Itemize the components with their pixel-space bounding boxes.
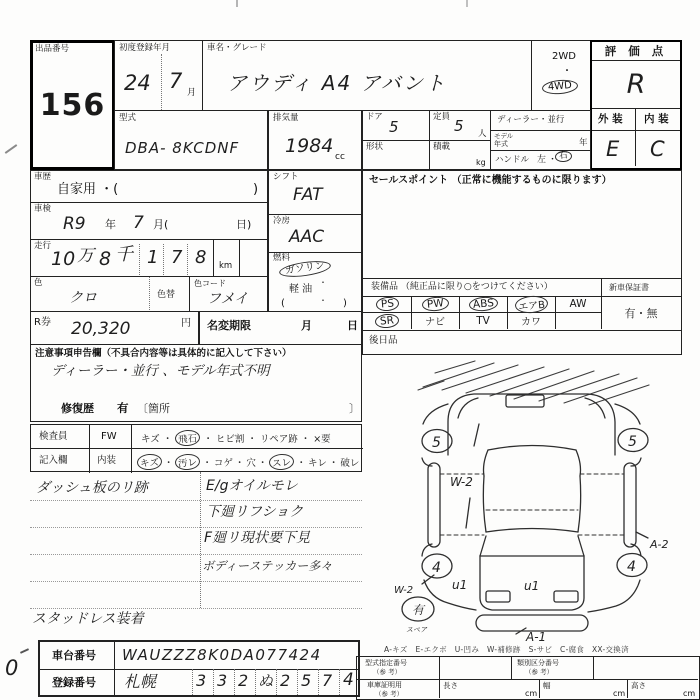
divider <box>192 669 193 695</box>
divider <box>139 244 140 277</box>
equip-sr <box>363 312 411 329</box>
doors-label: ドア <box>366 112 383 122</box>
plate-digit: 2 <box>238 671 249 690</box>
score-value: R <box>626 69 646 100</box>
doors-value: 5 <box>389 118 399 136</box>
note-line <box>30 554 362 555</box>
divider <box>31 448 363 449</box>
first-registration-cell <box>114 40 203 111</box>
model-code-value: DBA- 8KCDNF <box>125 139 240 157</box>
plate-digit: 3 <box>196 671 207 690</box>
color-code-value: フメイ <box>207 291 249 307</box>
note-dash-board: ダッシュ板のリ跡 <box>36 480 148 496</box>
lot-number-value: 156 <box>39 87 106 123</box>
item-repair-trace: リペア跡 <box>259 434 298 445</box>
color-label: 色 <box>34 278 43 288</box>
plate-digit: 4 <box>343 670 354 690</box>
divider <box>439 657 440 698</box>
separator: ・ <box>163 458 174 469</box>
first-registration-year: 24 <box>124 71 151 95</box>
equip-navi: ナビ <box>425 317 445 328</box>
mileage-digit-2: 7 <box>171 247 183 268</box>
drive-4wd-circled: 4WD <box>541 78 578 95</box>
load-cell <box>429 140 491 170</box>
rocker-left <box>428 463 440 547</box>
fuel-gasoline-circled: ガソリン <box>278 258 331 279</box>
handle-label: ハンドル <box>495 155 530 165</box>
equip-sr-circled: SR <box>374 312 399 328</box>
garage-cert-label: 車庫証明用 <box>367 681 402 689</box>
item-kizu: キズ <box>141 434 160 445</box>
separator: ・ <box>328 458 339 469</box>
height-label: 高さ <box>631 681 646 690</box>
shape-cell <box>362 140 430 170</box>
cabin-left <box>483 476 486 532</box>
fender-rl2 <box>424 580 476 610</box>
divider <box>511 657 512 679</box>
handle-separator: ・ <box>548 155 558 165</box>
mileage-sen: 千 <box>115 244 133 265</box>
month-suffix: 月 <box>187 88 197 98</box>
capacity-value: 5 <box>454 117 464 135</box>
item-sure-circled: スレ <box>269 453 295 471</box>
class-number-ref: （参 考） <box>525 668 554 676</box>
name-change-label: 名変期限 <box>207 319 251 332</box>
shaken-month-suffix: 月( <box>153 218 169 231</box>
item-kizu-circled: キズ <box>136 453 162 471</box>
plate-kana: ぬ <box>258 672 274 690</box>
equip-ps <box>363 296 411 312</box>
divider <box>297 669 298 695</box>
plate-digit: 3 <box>217 671 228 690</box>
shaken-label: 車検 <box>34 204 52 214</box>
handle-right-circled: 右 <box>555 150 573 162</box>
handle-cell <box>490 150 591 170</box>
fw-label: FW <box>101 431 117 442</box>
divider <box>276 669 277 695</box>
spare-tire-mark: 有 <box>412 603 425 617</box>
front-plate <box>506 395 544 407</box>
warranty-value: 有・無 <box>624 306 658 320</box>
exterior-grade: E <box>606 137 620 161</box>
margin-mark-zero: 0 <box>5 656 19 680</box>
item-tobiishi-circled: 飛石 <box>175 429 201 447</box>
fuel-label: 燃料 <box>273 253 291 263</box>
divider <box>234 669 235 695</box>
mileage-unit: km <box>219 261 233 271</box>
divider <box>213 669 214 695</box>
note-line <box>30 500 362 501</box>
equip-aw: AW <box>569 298 587 310</box>
width-label: 幅 <box>543 681 551 690</box>
displacement-label: 排気量 <box>273 113 299 123</box>
load-unit: kg <box>476 158 486 167</box>
divider <box>131 425 132 473</box>
interior-row-label: 内装 <box>97 455 117 466</box>
width-unit: cm <box>613 689 626 698</box>
length-unit: cm <box>525 689 538 698</box>
shaken-year-suffix: 年 <box>105 218 116 231</box>
note-divider <box>200 472 201 608</box>
divider <box>239 240 240 277</box>
plate-digit: 7 <box>322 671 333 690</box>
displacement-unit: cc <box>335 152 345 162</box>
mark-a1-rear-bumper: A-1 <box>526 630 547 644</box>
length-label: 長さ <box>443 681 458 690</box>
divider <box>255 669 256 695</box>
interior-grade: C <box>650 137 665 161</box>
sales-point-box <box>362 170 682 279</box>
scan-artifact <box>20 648 29 654</box>
plate-number-label: 登録番号 <box>52 676 96 689</box>
first-registration-month: 7 <box>169 69 183 93</box>
fender-fr2 <box>631 458 641 466</box>
separator: ・ <box>162 434 173 445</box>
repair-history-value: 有 <box>117 401 129 415</box>
taillight-right <box>554 591 578 602</box>
shift-label: シフト <box>273 172 299 182</box>
tread-front-left: 5 <box>432 435 441 451</box>
doors-cell <box>362 110 430 141</box>
note-studless-tires: スタッドレス装着 <box>32 611 144 627</box>
lot-number-box <box>30 40 115 170</box>
rocker-right <box>624 463 636 547</box>
divider <box>40 669 358 670</box>
car-name-cell <box>202 40 532 111</box>
rear-bumper <box>476 615 588 631</box>
spare-tire-label: スペア <box>406 626 427 634</box>
car-name-value: アウディ A4 アバント <box>227 71 447 95</box>
garage-cert-ref: （参 考） <box>375 690 404 698</box>
model-code-cell <box>114 110 268 170</box>
dealer-import-cell <box>490 110 591 131</box>
w2-slash-top <box>474 424 479 446</box>
lot-number-label: 出品番号 <box>35 44 70 54</box>
exterior-label: 外 装 <box>598 113 623 125</box>
tread-rear-left: 4 <box>432 560 441 576</box>
rear-glass-top <box>486 529 578 533</box>
divider <box>187 244 188 277</box>
mileage-cell <box>30 239 268 277</box>
divider <box>213 240 214 277</box>
first-registration-label: 初度登録年月 <box>119 43 171 53</box>
equip-abs-circled: ABS <box>468 296 498 312</box>
scan-artifact <box>236 0 238 7</box>
item-hibiware: ヒビ割 <box>215 434 245 445</box>
notice-box <box>30 344 362 422</box>
drive-type-cell <box>531 40 591 111</box>
scan-artifact <box>466 0 468 7</box>
rear-glass-right <box>578 536 584 556</box>
name-change-cell <box>198 311 362 345</box>
drive-separator: ・ <box>562 66 572 77</box>
note-line <box>30 581 362 582</box>
item-koge: コゲ <box>213 458 233 469</box>
shaken-month: 7 <box>133 213 144 233</box>
shift-value: FAT <box>293 185 323 205</box>
divider <box>357 679 698 680</box>
shape-label: 形状 <box>366 142 384 152</box>
score-box <box>590 40 682 170</box>
shaken-cell <box>30 202 268 240</box>
capacity-unit: 人 <box>478 129 487 139</box>
model-code-label: 型式 <box>119 113 137 123</box>
separator: ・ <box>257 458 268 469</box>
color-cell <box>30 276 268 312</box>
inspector-table <box>30 424 362 472</box>
windshield-right <box>576 450 581 476</box>
divider <box>592 108 680 109</box>
divider <box>592 130 680 131</box>
repaint-label: 色替 <box>157 290 176 300</box>
mileage-digit-1: 1 <box>147 247 159 268</box>
divider <box>635 108 636 166</box>
headlight-left <box>458 398 478 418</box>
equip-airbag-circled: エアB <box>514 294 548 314</box>
fuel-separator: ・ <box>319 296 327 305</box>
separator: ・ <box>234 458 245 469</box>
divider <box>339 669 340 695</box>
later-items-cell <box>362 330 682 355</box>
type-designation-ref: （参 考） <box>373 668 402 676</box>
later-items-label: 後日品 <box>369 335 398 346</box>
mark-w2-door: W-2 <box>450 475 473 489</box>
repair-location-open: 〔箇所 <box>137 402 170 415</box>
history-close: ) <box>253 182 259 197</box>
fuel-separator: ・ <box>319 278 327 287</box>
mileage-label: 走行 <box>34 241 52 251</box>
model-year-label1: モデル <box>494 132 514 140</box>
shaken-era-year: R9 <box>63 214 86 234</box>
w2-slash-bottom <box>466 498 470 528</box>
mark-u1-tailgate: u1 <box>524 579 540 593</box>
item-x-required: ×要 <box>313 434 331 445</box>
separator: ・ <box>247 434 257 445</box>
warranty-label: 新車保証書 <box>609 283 649 292</box>
name-change-month: 月 <box>301 319 312 332</box>
item-ana: 穴 <box>246 458 256 469</box>
divider <box>627 679 628 698</box>
cowl-line <box>488 446 576 451</box>
shaken-day-suffix: 日) <box>236 218 252 231</box>
equipment-header: 装備品 （純正品に限り○をつけてください） <box>371 282 553 292</box>
interior-label: 内 装 <box>644 113 669 125</box>
recycle-ticket-unit: 円 <box>181 318 191 329</box>
note-underbody-corrosion: 下廻リフショク <box>206 504 304 520</box>
fuel-diesel: 軽 油 <box>289 284 313 295</box>
model-year-label2: 年式 <box>494 140 508 148</box>
equipment-table <box>362 278 682 331</box>
note-body-stickers: ボディーステッカー多々 <box>202 559 333 573</box>
color-value: クロ <box>69 290 97 306</box>
divider <box>163 244 164 277</box>
plate-digit: 5 <box>301 671 312 690</box>
item-kire: キレ <box>307 458 327 469</box>
dealer-import-label: ディーラー・並行 <box>497 115 565 125</box>
taillight-left <box>486 591 510 602</box>
car-damage-diagram <box>378 360 684 644</box>
equip-pw <box>411 296 459 312</box>
sales-point-label: セールスポイント （正常に機能するものに限ります） <box>369 175 612 186</box>
repair-history-label: 修復歴 <box>61 402 94 415</box>
note-line <box>30 608 362 609</box>
history-label: 車歴 <box>34 172 52 182</box>
windshield-left <box>484 450 489 476</box>
separator: ・ <box>300 434 311 445</box>
recycle-ticket-value: 20,320 <box>71 319 131 339</box>
shift-cell <box>268 170 362 215</box>
ac-label: 冷房 <box>273 216 291 226</box>
displacement-cell <box>268 110 362 170</box>
equip-abs <box>459 296 507 312</box>
score-header: 評 価 点 <box>592 42 680 61</box>
history-value: 自家用 ・( <box>57 182 119 197</box>
item-yabure: 破レ <box>340 458 360 469</box>
chassis-plate-table <box>38 640 360 697</box>
mileage-digit-3: 8 <box>195 247 207 268</box>
inspector-exterior-items <box>141 430 331 446</box>
recycle-ticket-label: R券 <box>34 317 51 328</box>
divider <box>593 657 594 679</box>
name-change-day: 日 <box>347 319 358 332</box>
mileage-sen-value: 8 <box>99 248 112 270</box>
inspector-interior-items <box>137 454 359 470</box>
divider <box>189 277 190 312</box>
divider <box>89 425 90 473</box>
fuel-other-close: ) <box>343 298 347 309</box>
inspector-label: 検査員 <box>39 431 68 442</box>
divider <box>318 669 319 695</box>
recycle-ticket-cell <box>30 311 200 345</box>
note-front-inspection: F廻リ現状要下見 <box>204 530 311 546</box>
cabin-right <box>578 476 581 532</box>
repair-location-close: 〕 <box>349 402 360 415</box>
fuel-other-open: ( <box>281 298 285 309</box>
hatch-scribble <box>418 361 649 405</box>
equip-pw-circled: PW <box>421 296 449 312</box>
fender-rr2 <box>588 580 640 612</box>
mileage-man: 万 <box>77 246 94 266</box>
handle-left: 左 <box>537 155 547 165</box>
chassis-number-value: WAUZZZ8K0DA077424 <box>122 646 322 664</box>
capacity-label: 定員 <box>433 112 451 122</box>
divider <box>539 679 540 698</box>
car-name-label: 車名・グレード <box>207 43 267 53</box>
ac-value: AAC <box>289 227 325 247</box>
note-engine-oil-leak: E/gオイルモレ <box>206 478 298 494</box>
damage-code-legend: A-キズ E-エクボ U-凹み W-補修跡 S-サビ C-腐食 XX-交換済 <box>384 645 629 654</box>
equip-leather: カワ <box>521 317 541 328</box>
model-year-unit: 年 <box>579 138 588 148</box>
tread-front-right: 5 <box>628 434 637 450</box>
divider <box>149 277 150 312</box>
mark-u1-left: u1 <box>452 578 468 592</box>
reference-table <box>356 656 700 700</box>
a2-tick <box>636 532 648 538</box>
chassis-number-label: 車台番号 <box>52 649 96 662</box>
notice-note: ディーラー・並行 、モデル年式不明 <box>51 363 270 379</box>
note-line <box>30 527 362 528</box>
rear-glass-left <box>480 536 486 556</box>
fender-fr <box>615 404 640 424</box>
equip-ps-circled: PS <box>375 296 399 312</box>
mark-a2-right-side: A-2 <box>650 538 669 551</box>
scan-artifact <box>5 144 18 154</box>
ac-cell <box>268 214 362 253</box>
drive-2wd: 2WD <box>552 51 576 62</box>
mileage-man-value: 10 <box>51 248 76 270</box>
fender-fl <box>423 404 448 424</box>
separator: ・ <box>203 434 213 445</box>
capacity-cell <box>429 110 491 141</box>
tread-rear-right: 4 <box>627 559 636 575</box>
height-unit: cm <box>683 689 696 698</box>
type-designation-label: 型式指定番号 <box>365 659 407 667</box>
load-label: 積載 <box>433 142 451 152</box>
equip-tv: TV <box>476 314 490 327</box>
history-cell <box>30 170 268 203</box>
item-yogore-circled: 汚レ <box>175 453 201 471</box>
model-year-cell <box>490 130 591 151</box>
plate-region: 札幌 <box>124 672 157 691</box>
divider <box>161 54 162 110</box>
equip-airbag <box>507 296 555 312</box>
separator: ・ <box>202 458 212 469</box>
class-number-label: 類別区分番号 <box>517 659 559 667</box>
mark-w2-rear: W-2 <box>394 585 414 596</box>
notice-header: 注意事項申告欄（不具合内容等は具体的に記入して下さい） <box>35 348 292 359</box>
separator: ・ <box>296 458 306 469</box>
fuel-cell <box>268 252 362 312</box>
displacement-value: 1984 <box>285 135 334 157</box>
color-code-label: 色コード <box>194 279 226 288</box>
entry-label: 記入欄 <box>39 455 68 466</box>
plate-digit: 2 <box>280 671 291 690</box>
